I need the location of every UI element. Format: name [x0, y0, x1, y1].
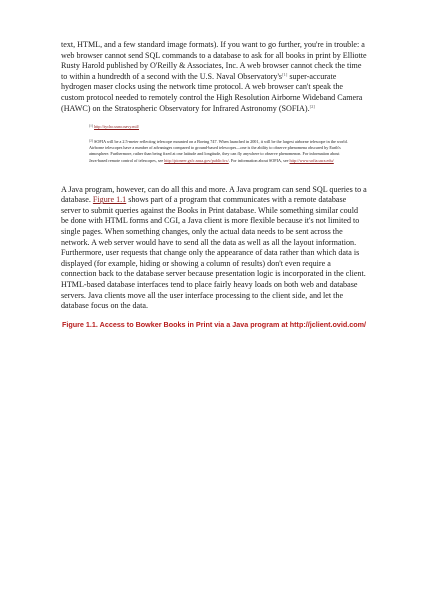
- figure-1-1-link[interactable]: Figure 1.1: [92, 195, 127, 205]
- footnote-1-mark: [1]: [89, 123, 93, 128]
- footnote-ref-1[interactable]: [1]: [282, 71, 288, 77]
- body-paragraph-2: [61, 185, 367, 312]
- footnote-2-link-2[interactable]: http://www.sofia.usra.edu/: [289, 157, 334, 163]
- figure-caption: Figure 1.1. Access to Bowker Books in Print via a Java program at http://jclient.ovid.com/: [61, 319, 367, 329]
- paragraph-1-text-a: text, HTML, and a few standard image formats). If you want to go further, you're in trouble: a web browser cannot send SQL commands to a database to ask for all books in print by Elliotte Rusty Harold published by O'Reilly & Associates, Inc. A web browser cannot check the time to within a hundredth of a second with the U.S. Naval Observatory's: [61, 40, 367, 81]
- footnotes: [89, 124, 349, 163]
- footnote-2: [89, 139, 349, 163]
- body-paragraph-1: [61, 40, 367, 114]
- footnote-2-link-1[interactable]: http://pioneer.gsfc.nasa.gov/public/irc/: [164, 157, 229, 163]
- footnote-2-mark: [2]: [89, 138, 93, 143]
- footnote-1-link[interactable]: http://tycho.usno.navy.mil/: [94, 124, 139, 130]
- paragraph-2-text-a: A Java program, however, can do all this and more. A Java program can send SQL queries to a database.: [61, 184, 367, 205]
- document-page: [61, 40, 367, 330]
- paragraph-1-text-b: super-accurate hydrogen maser clocks using the network time protocol. A web browser can't speak the custom protocol needed to remotely control the High Resolution Airborne Wideband Camera (HAWC) on the Stratospheric Observatory for Infrared Astronomy (SOFIA).: [61, 71, 363, 113]
- footnote-2-mid: . For information about SOFIA, see: [228, 157, 290, 163]
- paragraph-2-text-b: shows part of a program that communicates with a remote database server to submit queries against the Books in Print database. While something similar could be done with HTML forms and CGI, a Java client is more flexible because it's not limited to single pages. When something changes, only the actual data needs to be sent across the network. A web server would have to send all the data as well as all the layout information. Furthermore, user requests that change only the appearance of data rather than which data is displayed (for example, hiding or showing a column of results) don't even require a connection back to the database server because presentation logic is incorporated in the client. HTML-based database interfaces tend to place fairly heavy loads on both web and database servers. Java clients move all the user interface processing to the client side, and let the database focus on the data.: [61, 195, 366, 311]
- footnote-ref-2[interactable]: [2]: [309, 103, 315, 109]
- footnote-2-text: SOFIA will be a 2.5-meter reflecting telescope mounted on a Boeing 747. When launched in 2001, it will be the largest airborne telescope in the world. Airborne telescopes have a number of advantages compared to ground-based telescopes—one is the ability to observe phenomena obscured by Earth's atmosphere. Furthermore, rather than being fixed at one latitude and longitude, they can fly anywhere to observe phenomenon. For information about Java-based remote control of telescopes, see: [89, 139, 348, 163]
